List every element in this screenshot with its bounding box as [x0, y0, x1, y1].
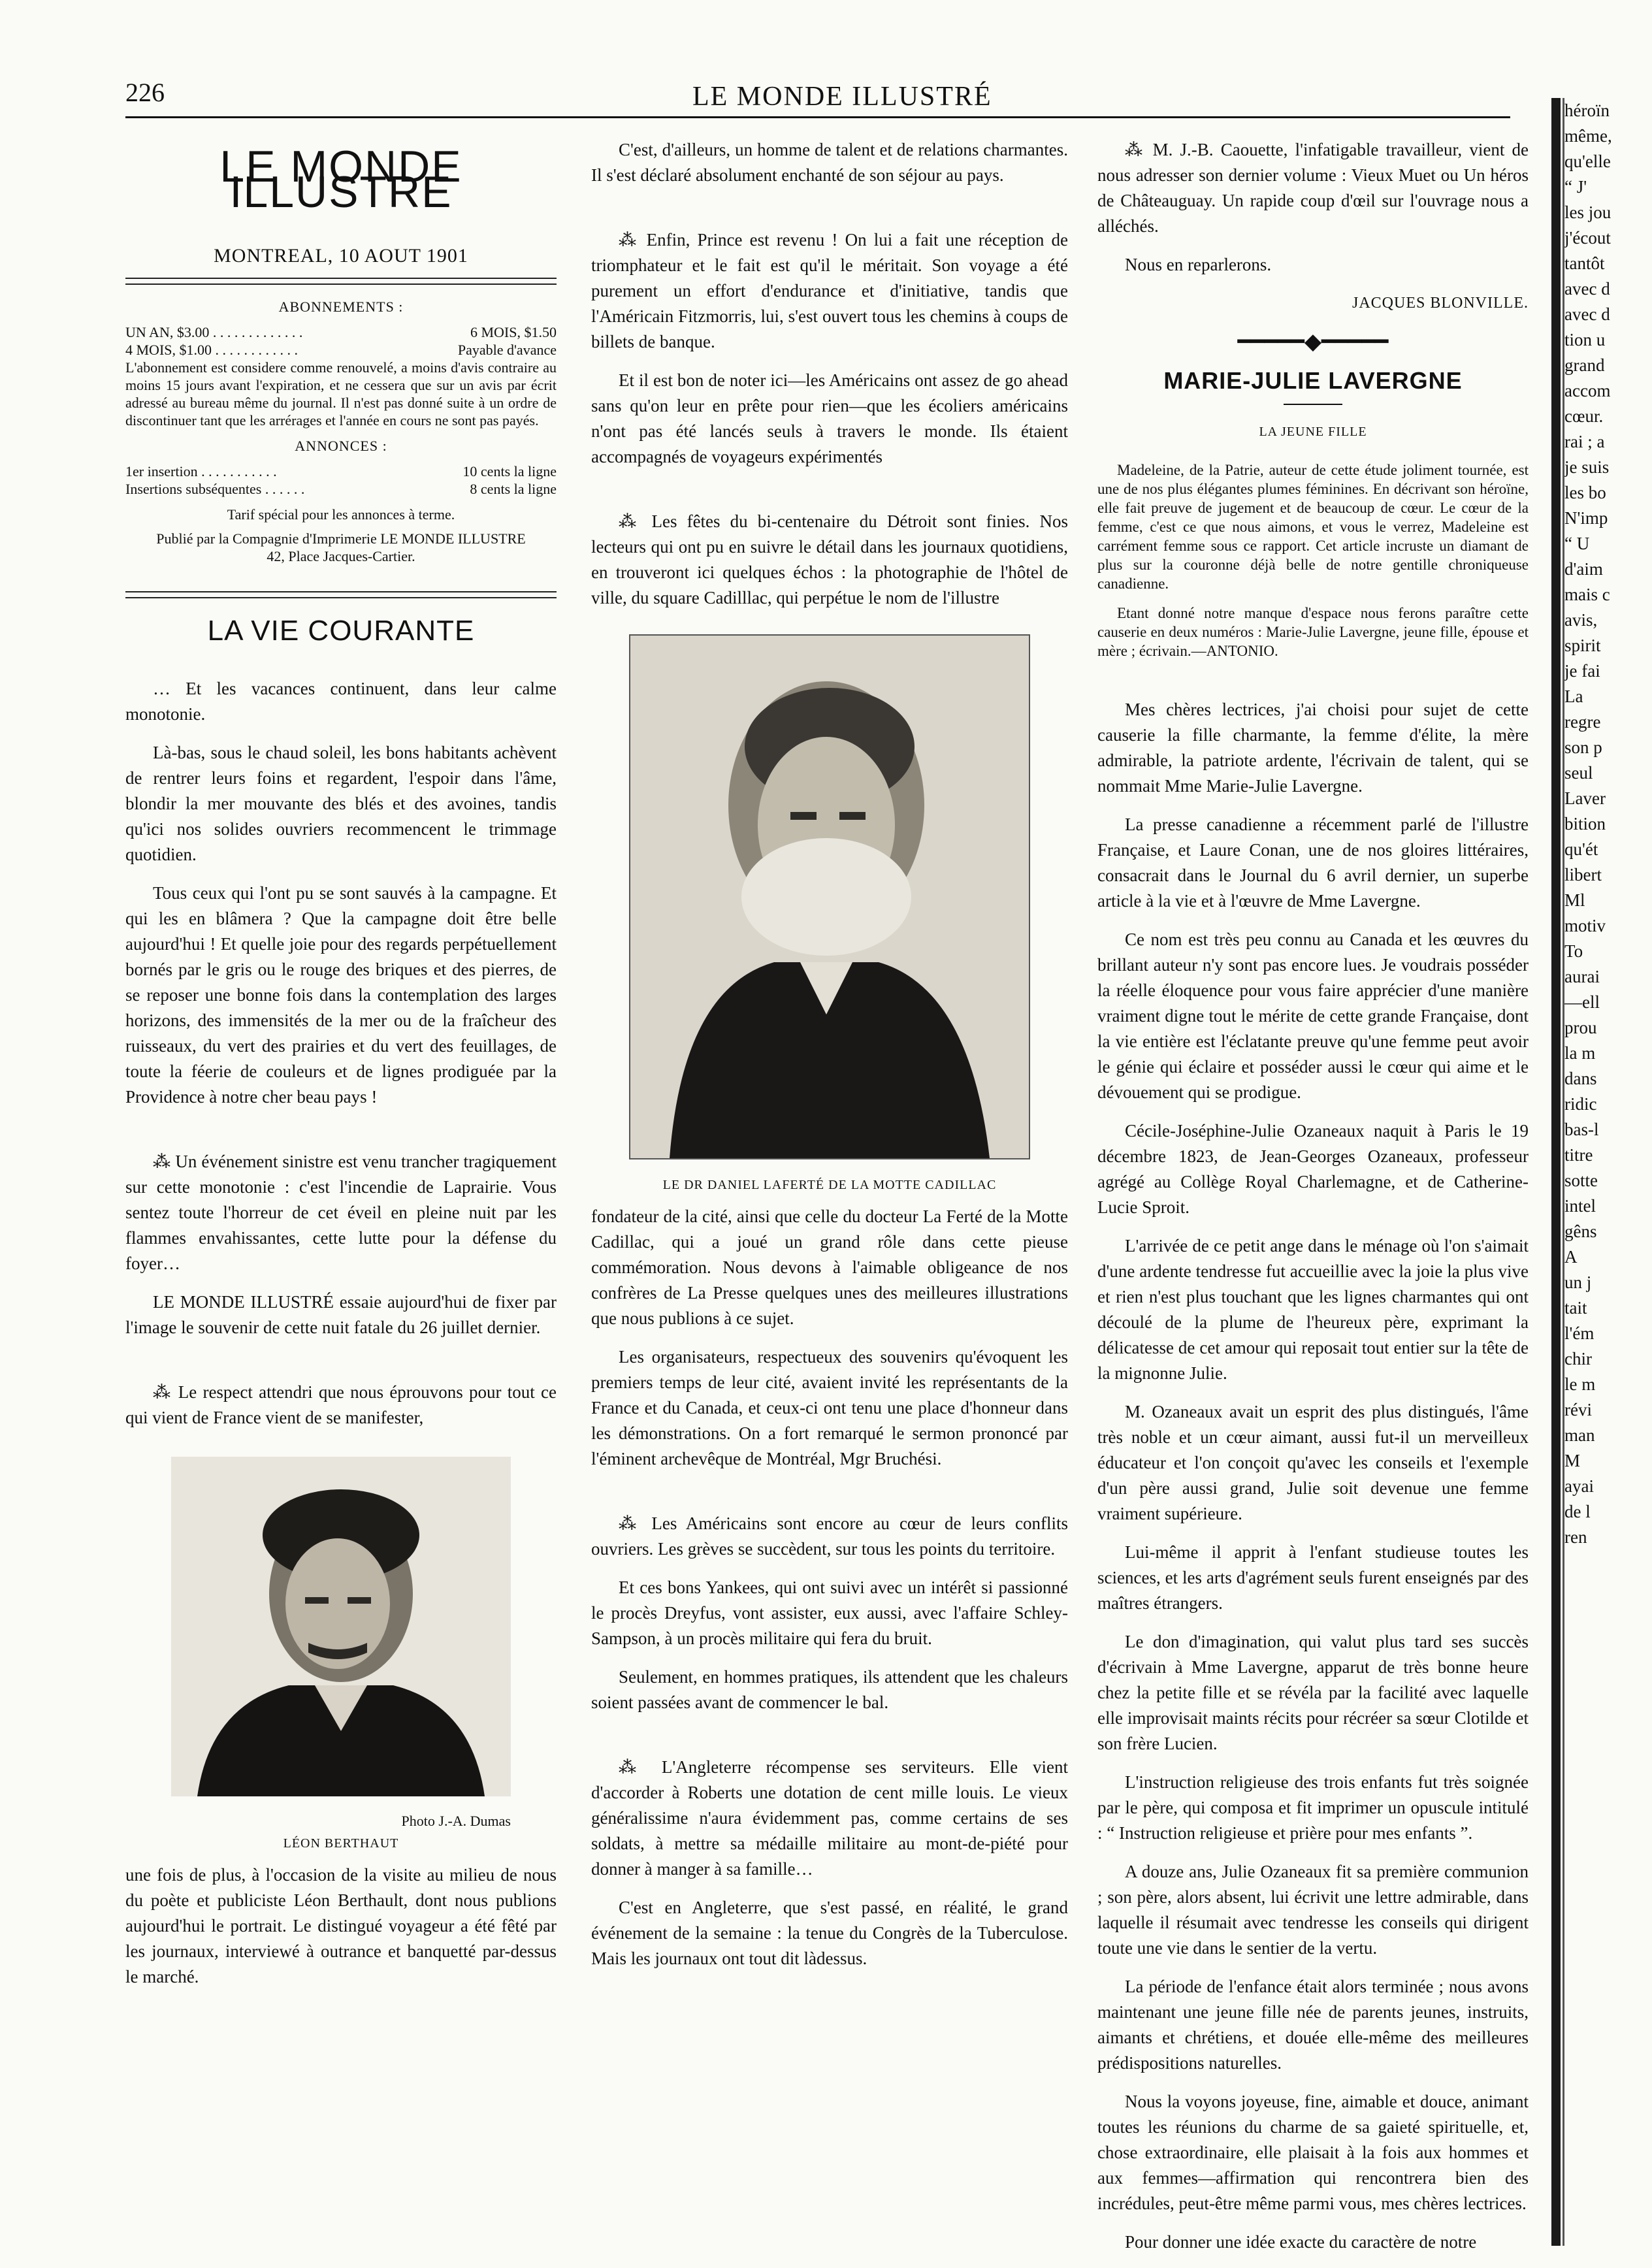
photo-caption: LE DR DANIEL LAFERTÉ DE LA MOTTE CADILLAC — [662, 1178, 997, 1192]
next-page-fragment: intel — [1564, 1196, 1596, 1216]
next-page-fragment: chir — [1564, 1349, 1592, 1369]
paragraph: fondateur de la cité, ainsi que celle du docteur La Ferté de la Motte Cadillac, qui a joué un grand rôle dans cette pieuse commémoration. Nous devons à l'aimable obligeance de nos confrères de La Presse quelques unes des meilleures illustrations que nous publions à ce sujet. — [591, 1207, 1068, 1328]
next-page-fragment: les jou — [1564, 202, 1612, 222]
ornament-divider: ━━━━━◆━━━━━ — [1237, 330, 1389, 354]
next-page-fragment: les bo — [1564, 483, 1606, 502]
ad-rate-value: 10 cents la ligne — [462, 463, 557, 479]
next-page-fragment: titre — [1564, 1145, 1593, 1165]
next-page-fragment: —ell — [1564, 992, 1600, 1012]
next-page-fragment: héroïn — [1564, 101, 1610, 120]
next-page-fragment: j'écout — [1564, 228, 1611, 248]
next-page-fragment: qu'elle — [1564, 152, 1611, 171]
next-page-fragment: je suis — [1564, 457, 1610, 477]
paragraph: La presse canadienne a récemment parlé de l'illustre Française, et Laure Conan, une de nos gloires littéraires, consacrait dans le Journal du 6 avril dernier, un superbe article à la vie et à l'œuvre de Mme Lavergne. — [1097, 815, 1529, 911]
paragraph: Les organisateurs, respectueux des souvenirs qu'évoquent les premiers temps de leur cité, avaient invité les représentants de la France et du Canada, et ceux-ci ont tenu une place d'honneur dans les démonstrations. On a fort remarqué le sermon prononcé par l'éminent archevêque de Montréal, Mgr Bruchési. — [591, 1347, 1068, 1468]
portrait-illustration — [630, 636, 1029, 1158]
next-page-edge — [1564, 98, 1652, 2246]
paragraph: Cécile-Joséphine-Julie Ozaneaux naquit à Paris le 19 décembre 1823, de Jean-Georges Ozaneaux, professeur agrégé au Collège Royal Charlemagne, et de Catherine-Lucie Sproit. — [1097, 1121, 1529, 1217]
next-page-fragment: Laver — [1564, 788, 1606, 808]
article-subtitle: LA JEUNE FILLE — [1259, 425, 1367, 439]
next-page-fragment: La — [1564, 687, 1583, 706]
paragraph: L'instruction religieuse des trois enfants fut très soignée par le père, qui composa et fit imprimer un opuscule intitulé : “ Instruction religieuse et prière pour mes enfants ”. — [1097, 1772, 1529, 1843]
photo-credit: Photo J.-A. Dumas — [401, 1813, 511, 1829]
next-page-fragment: aurai — [1564, 967, 1600, 986]
paragraph: Mes chères lectrices, j'ai choisi pour sujet de cette causerie la fille charmante, la femme d'élite, la mère admirable, la patriote ardente, l'écrivain de talent, qui se nommait Mme Marie-Julie Lavergne. — [1097, 700, 1529, 796]
next-page-fragment: la m — [1564, 1043, 1596, 1063]
next-page-fragment: son p — [1564, 737, 1602, 757]
publisher-address: 42, Place Jacques-Cartier. — [267, 548, 415, 564]
paragraph: Nous la voyons joyeuse, fine, aimable et douce, animant toutes les réunions du charme de sa gaieté spirituelle, et, chose extraordinaire, elle plaisait à la fois aux hommes et aux femmes—affirmation qui rencontrera bien des incrédules, peut-être même parmi vous, mes chères lectrices. — [1097, 2092, 1529, 2213]
rate-value: Payable d'avance — [457, 342, 557, 358]
next-page-fragment: mais c — [1564, 585, 1610, 604]
next-page-fragment: grand — [1564, 355, 1605, 375]
title-rule — [1284, 404, 1342, 405]
next-page-fragment: To — [1564, 941, 1583, 961]
publisher-line: Publié par la Compagnie d'Imprimerie LE MONDE ILLUSTRE — [156, 530, 526, 547]
page-number: 226 — [125, 78, 165, 107]
rate-line — [125, 323, 557, 341]
next-page-fragment: d'aim — [1564, 559, 1603, 579]
paragraph: M. Ozaneaux avait un esprit des plus distingués, l'âme très noble et un cœur aimant, aussi fut-il un merveilleux éducateur et l'on conçoit qu'avec les conseils et l'exemple d'un père aussi grand, Julie soit devenue une femme vraiment supérieure. — [1097, 1402, 1529, 1523]
paragraph: LE MONDE ILLUSTRÉ essaie aujourd'hui de fixer par l'image le souvenir de cette nuit fatale du 26 juillet dernier. — [125, 1292, 557, 1337]
paragraph: La période de l'enfance était alors terminée ; nous avons maintenant une jeune fille née de parents jeunes, instruits, aimants et chrétiens, et douée elle-même des meilleures prédispositions naturelles. — [1097, 1977, 1529, 2073]
rate-value: 6 MOIS, $1.50 — [470, 324, 557, 340]
next-page-fragment: sotte — [1564, 1171, 1598, 1190]
next-page-fragment: de l — [1564, 1502, 1591, 1521]
next-page-fragment: cœur. — [1564, 406, 1604, 426]
paragraph: Là-bas, sous le chaud soleil, les bons habitants achèvent de rentrer leurs foins et regardent, l'espoir dans l'âme, blondir la mer mouvante des blés et des avoines, tandis qu'ici nos solides ouvriers recommencent le trimmage quotidien. — [125, 743, 557, 864]
paragraph: ⁂ Les fêtes du bi-centenaire du Détroit sont finies. Nos lecteurs qui ont pu en suivre le détail dans les journaux quotidiens, en trouveront ici quelques échos : la photographie de l'hôtel de ville, du square Cadilllac, qui perpétue le nom de l'illustre — [591, 511, 1068, 608]
masthead-title: LE MONDE ILLUSTRE — [219, 142, 462, 217]
next-page-fragment: seul — [1564, 763, 1593, 783]
portrait-photo-berthaut — [171, 1457, 511, 1796]
next-page-fragment: ren — [1564, 1527, 1587, 1547]
running-title: LE MONDE ILLUSTRÉ — [692, 82, 992, 112]
double-rule — [125, 591, 557, 598]
paragraph: une fois de plus, à l'occasion de la visite au milieu de nous du poète et publiciste Léon Berthault, dont nous publions aujourd'hui le portrait. Le distingué voyageur a été fêté par les journaux, interviewé à outrance et banquetté par-dessus le marché. — [125, 1865, 557, 1986]
next-page-fragment: tion u — [1564, 330, 1606, 349]
ad-rate-label: 1er insertion . . . . . . . . . . . — [125, 463, 277, 479]
next-page-fragment: A — [1564, 1247, 1578, 1267]
next-page-fragment: prou — [1564, 1018, 1597, 1037]
next-page-fragment: “ U — [1564, 534, 1590, 553]
next-page-fragment: je fai — [1564, 661, 1600, 681]
next-page-fragment: accom — [1564, 381, 1611, 400]
next-page-fragment: même, — [1564, 126, 1612, 146]
double-rule — [125, 278, 557, 285]
paragraph: ⁂ Un événement sinistre est venu trancher tragiquement sur cette monotonie : c'est l'incendie de Laprairie. Vous sentez toute l'horreur de cet éveil en pleine nuit par les flammes envahissantes, cette lutte pour la défense du foyer… — [125, 1152, 557, 1273]
next-page-fragment: “ J' — [1564, 177, 1587, 197]
ad-rate-line — [125, 480, 557, 498]
paragraph: ⁂ M. J.-B. Caouette, l'infatigable travailleur, vient de nous adresser son dernier volume : Vieux Muet ou Un héros de Châteauguay. Un rapide coup d'œil sur l'ouvrage nous a alléchés. — [1097, 140, 1529, 236]
header-rule — [125, 116, 1510, 118]
next-page-fragment: gêns — [1564, 1222, 1597, 1241]
rate-line — [125, 341, 557, 359]
paragraph: Pour donner une idée exacte du caractère de notre — [1125, 2232, 1477, 2252]
renewal-notice: L'abonnement est considere comme renouvelé, a moins d'avis contraire au moins 15 jours avant l'expiration, et ne cessera que sur un avis par écrit adressé au bureau même du journal. Il n'est pas donné suite à un ordre de discontinuer tant que les arrérages et l'année en cours ne sont pas payés. — [125, 359, 557, 429]
paragraph: ⁂ Les Américains sont encore au cœur de leurs conflits ouvriers. Les grèves se succèdent, sur tous les points du territoire. — [591, 1514, 1068, 1559]
paragraph: Nous en reparlerons. — [1125, 255, 1272, 274]
intro-paragraph: Etant donné notre manque d'espace nous ferons paraître cette causerie en deux numéros : Marie-Julie Lavergne, jeune fille, épouse et mère ; écrivain.—ANTONIO. — [1097, 605, 1529, 659]
subscriptions-heading: ABONNEMENTS : — [278, 299, 404, 315]
binding-gutter — [1551, 98, 1561, 2246]
paragraph: … Et les vacances continuent, dans leur calme monotonie. — [125, 679, 557, 724]
intro-paragraph: Madeleine, de la Patrie, auteur de cette étude joliment tournée, est une de nos plus élégantes plumes féminines. En décrivant son héroïne, elle fait preuve de jugement et de beaucoup de cœur. Le cœur de la femme, c'est ce que nous aimons, et vous le verrez, Madeleine est carrément femme sous ce rapport. Cet article incruste un diamant de plus sur la couronne déjà belle de notre gentille chroniqueuse canadienne. — [1097, 462, 1529, 592]
paragraph: Ce nom est très peu connu au Canada et les œuvres du brillant auteur n'y sont pas encore lues. Je voudrais posséder la réelle éloquence pour vous faire apprécier d'une manière vraiment digne tout le mérite de cette grande Française, dont la vie entière est l'éclatante preuve qu'une femme peut avoir le génie qui éclaire et posséder aussi le cœur qui aime et le dévouement qui se prodigue. — [1097, 930, 1529, 1102]
paragraph: Et il est bon de noter ici—les Américains ont assez de go ahead sans qu'on leur en prête pour rien—que les écoliers américains n'ont pas été lancés seuls à travers le monde. Ils étaient accompagnés de voyageurs expérimentés — [591, 370, 1068, 466]
next-page-fragment: motiv — [1564, 916, 1606, 935]
rate-label: 4 MOIS, $1.00 . . . . . . . . . . . . — [125, 342, 299, 358]
rate-label: UN AN, $3.00 . . . . . . . . . . . . . — [125, 324, 303, 340]
next-page-fragment: spirit — [1564, 636, 1601, 655]
paragraph: Et ces bons Yankees, qui ont suivi avec un intérêt si passionné le procès Dreyfus, vont assister, eux aussi, avec l'affaire Schley-Sampson, à un procès militaire qui fera du bruit. — [591, 1578, 1068, 1648]
next-page-fragment: avec d — [1564, 304, 1610, 324]
next-page-fragment: man — [1564, 1425, 1595, 1445]
signature: JACQUES BLONVILLE. — [1352, 295, 1529, 312]
article-title: MARIE-JULIE LAVERGNE — [1163, 367, 1463, 394]
next-page-fragment: bition — [1564, 814, 1606, 834]
ads-heading: ANNONCES : — [295, 438, 387, 454]
next-page-fragment: libert — [1564, 865, 1602, 884]
next-page-fragment: bas-l — [1564, 1120, 1599, 1139]
next-page-fragment: avis, — [1564, 610, 1598, 630]
ad-rate-line — [125, 462, 557, 480]
paragraph: C'est en Angleterre, que s'est passé, en réalité, le grand événement de la semaine : la tenue du Congrès de la Tuberculose. Mais les journaux ont tout dit làdessus. — [591, 1898, 1068, 1968]
paragraph: C'est, d'ailleurs, un homme de talent et de relations charmantes. Il s'est déclaré absolument enchanté de son séjour au pays. — [591, 140, 1068, 185]
portrait-illustration — [171, 1457, 511, 1796]
next-page-fragment: N'imp — [1564, 508, 1608, 528]
paragraph: ⁂ Le respect attendri que nous éprouvons pour tout ce qui vient de France vient de se manifester, — [125, 1382, 557, 1427]
ad-rate-value: 8 cents la ligne — [470, 481, 557, 497]
section-title: LA VIE COURANTE — [207, 615, 475, 647]
next-page-fragment: rai ; a — [1564, 432, 1605, 451]
column-1 — [125, 137, 557, 2003]
next-page-fragment: l'ém — [1564, 1323, 1595, 1343]
next-page-fragment: ridic — [1564, 1094, 1597, 1114]
dateline: MONTREAL, 10 AOUT 1901 — [214, 245, 468, 267]
next-page-fragment: M — [1564, 1451, 1581, 1470]
column-3 — [1097, 137, 1529, 2268]
portrait-photo-cadillac — [629, 634, 1030, 1159]
next-page-fragment: le m — [1564, 1374, 1596, 1394]
next-page-fragment: un j — [1564, 1272, 1592, 1292]
next-page-fragment: révi — [1564, 1400, 1592, 1419]
photo-caption: LÉON BERTHAUT — [283, 1836, 399, 1851]
next-page-fragment: dans — [1564, 1069, 1597, 1088]
paragraph: L'arrivée de ce petit ange dans le ménage où l'on s'aimait d'une ardente tendresse fut accueillie avec la joie la plus vive et rien n'est plus touchant que les lignes charmantes qui ont découlé de la plume de l'heureux père, exprimant la délicatesse de cet amour qui reposait tout entier sur la tête de la mignonne Julie. — [1097, 1236, 1529, 1383]
next-page-fragment: Ml — [1564, 890, 1585, 910]
special-rate: Tarif spécial pour les annonces à terme. — [227, 506, 455, 523]
next-page-fragment: regre — [1564, 712, 1601, 732]
paragraph: Le don d'imagination, qui valut plus tard ses succès d'écrivain à Mme Lavergne, apparut de très bonne heure chez la petite fille et se révéla par la facilité avec laquelle elle improvisait maints récits pour récréer sa sœur Clotilde et son frère Lucien. — [1097, 1632, 1529, 1753]
paragraph: Seulement, en hommes pratiques, ils attendent que les chaleurs soient passées avant de commencer le bal. — [591, 1667, 1068, 1712]
next-page-fragment: ayai — [1564, 1476, 1594, 1496]
paragraph: Lui-même il apprit à l'enfant studieuse toutes les sciences, et les arts d'agrément seuls furent enseignés par des maîtres étrangers. — [1097, 1542, 1529, 1613]
next-page-fragment: avec d — [1564, 279, 1610, 299]
next-page-fragment: tait — [1564, 1298, 1587, 1318]
paragraph: ⁂ L'Angleterre récompense ses serviteurs. Elle vient d'accorder à Roberts une dotation de cent mille louis. Le vieux généralissime n'aura évidemment pas, comme certains de ses soldats, à mettre sa médaille militaire au mont-de-piété pour donner à manger à sa famille… — [591, 1757, 1068, 1879]
ad-rate-label: Insertions subséquentes . . . . . . — [125, 481, 305, 497]
column-2 — [591, 137, 1068, 1984]
paragraph: ⁂ Enfin, Prince est revenu ! On lui a fait une réception de triomphateur et le fait est qu'il le méritait. Son voyage a été purement un effort d'endurance et d'initiative, tandis que l'Américain Fitzmorris, lui, s'est ouvert tous les chemins à coups de billets de banque. — [591, 230, 1068, 351]
next-page-fragment: tantôt — [1564, 253, 1605, 273]
paragraph: Tous ceux qui l'ont pu se sont sauvés à la campagne. Et qui les en blâmera ? Que la campagne doit être belle aujourd'hui ! Et quelle joie pour des regards perpétuellement bornés par le gris ou le rouge des briques et des pierres, de se reposer une bonne fois dans la contemplation des larges horizons, des immensités de la mer ou de la fraîcheur des ruisseaux, du vert des prairies et du vert des feuillages, de toute la féerie de couleurs et de lignes prodiguée par la Providence à notre cher beau pays ! — [125, 883, 557, 1107]
paragraph: A douze ans, Julie Ozaneaux fit sa première communion ; son père, alors absent, lui écrivit une lettre admirable, dans laquelle il résumait avec tendresse les conseils qui dirigent toute une vie dans le sentier de la vertu. — [1097, 1862, 1529, 1958]
next-page-fragment: qu'ét — [1564, 839, 1598, 859]
